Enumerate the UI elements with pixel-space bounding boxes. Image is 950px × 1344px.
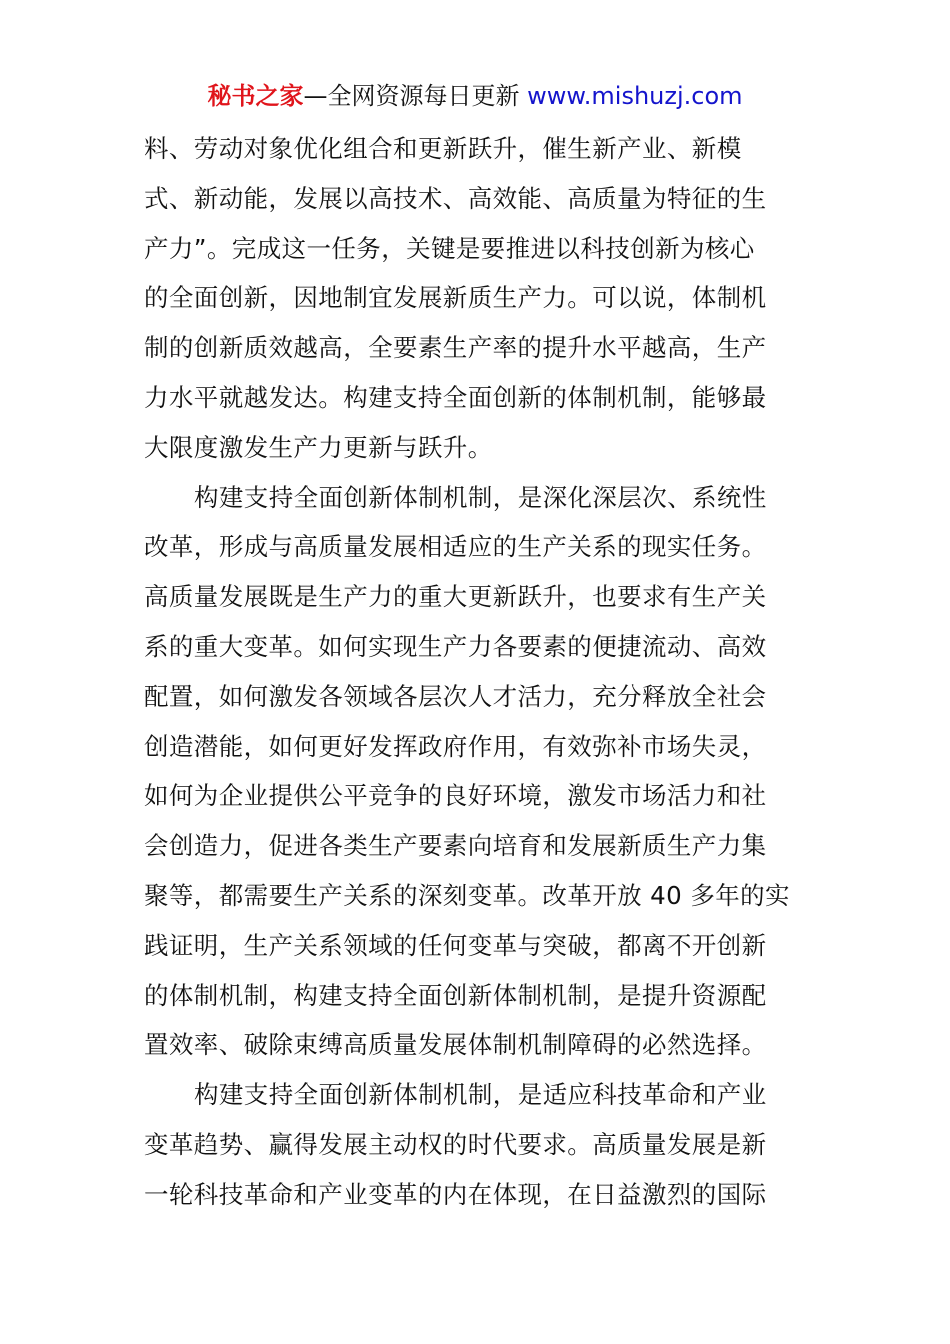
text-line: 高质量发展既是生产力的重大更新跃升，也要求有生产关 — [144, 582, 767, 612]
text-line: 产力”。完成这一任务，关键是要推进以科技创新为核心 — [144, 233, 755, 263]
text-line: 践证明，生产关系领域的任何变革与突破，都离不开创新 — [144, 930, 767, 960]
text-line: 创造潜能，如何更好发挥政府作用，有效弥补市场失灵， — [144, 731, 767, 761]
page-header — [0, 78, 950, 114]
text-line: 系的重大变革。如何实现生产力各要素的便捷流动、高效 — [144, 631, 767, 661]
text-line: 一轮科技革命和产业变革的内在体现，在日益激烈的国际 — [144, 1179, 767, 1209]
text-line: 变革趋势、赢得发展主动权的时代要求。高质量发展是新 — [144, 1129, 767, 1159]
text-line: 会创造力，促进各类生产要素向培育和发展新质生产力集 — [144, 831, 767, 861]
text-line: 置效率、破除束缚高质量发展体制机制障碍的必然选择。 — [144, 1030, 767, 1060]
text-line: 力水平就越发达。构建支持全面创新的体制机制，能够最 — [144, 382, 767, 412]
text-line: 式、新动能，发展以高技术、高效能、高质量为特征的生 — [144, 183, 767, 213]
text-line: 如何为企业提供公平竞争的良好环境，激发市场活力和社 — [144, 781, 767, 811]
header-url[interactable]: www.mishuzj.com — [527, 82, 743, 110]
header-tagline: —全网资源每日更新 — [303, 82, 528, 110]
paragraph-first-line: 构建支持全面创新体制机制，是适应科技革命和产业 — [194, 1080, 767, 1110]
document-body — [144, 124, 816, 1220]
text-line: 的体制机制，构建支持全面创新体制机制，是提升资源配 — [144, 980, 767, 1010]
header-brand: 秘书之家 — [207, 82, 304, 110]
paragraph-first-line: 构建支持全面创新体制机制，是深化深层次、系统性 — [194, 482, 767, 512]
text-line: 大限度激发生产力更新与跃升。 — [144, 432, 493, 462]
text-line: 的全面创新，因地制宜发展新质生产力。可以说，体制机 — [144, 283, 767, 313]
text-line: 聚等，都需要生产关系的深刻变革。改革开放 40 多年的实 — [144, 880, 790, 910]
text-line: 配置，如何激发各领域各层次人才活力，充分释放全社会 — [144, 681, 767, 711]
text-line: 制的创新质效越高，全要素生产率的提升水平越高，生产 — [144, 333, 767, 363]
text-line: 改革，形成与高质量发展相适应的生产关系的现实任务。 — [144, 532, 767, 562]
text-line: 料、劳动对象优化组合和更新跃升，催生新产业、新模 — [144, 134, 742, 163]
